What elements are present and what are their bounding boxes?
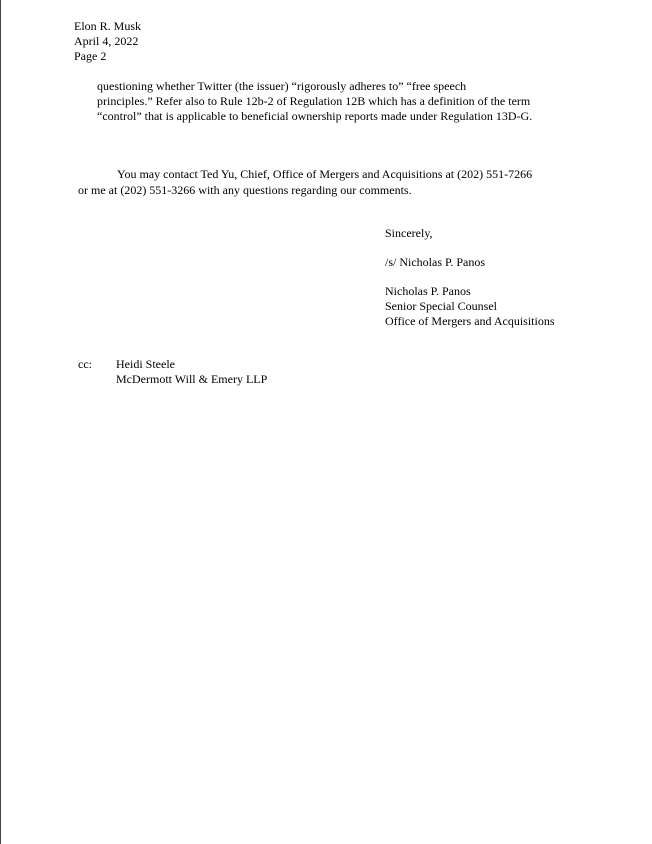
paragraph-line: “control” that is applicable to beneficial ownership reports made under Regulation 13D-G. bbox=[97, 109, 533, 123]
paragraph-line: You may contact Ted Yu, Chief, Office of Mergers and Acquisitions at (202) 551-7266 bbox=[117, 167, 533, 181]
paragraph-line: principles.” Refer also to Rule 12b-2 of Regulation 12B which has a definition of the term bbox=[97, 94, 531, 108]
page-left-border bbox=[0, 0, 1, 844]
closing-salutation: Sincerely, bbox=[385, 226, 433, 240]
signer-name: Nicholas P. Panos bbox=[385, 284, 471, 298]
letter-date: April 4, 2022 bbox=[74, 34, 139, 48]
signature-block bbox=[385, 284, 555, 329]
letter-header bbox=[74, 19, 141, 64]
paragraph-line: questioning whether Twitter (the issuer) “rigorously adheres to” “free speech bbox=[97, 79, 467, 93]
signer-title: Senior Special Counsel bbox=[385, 299, 497, 313]
signature-line: /s/ Nicholas P. Panos bbox=[385, 255, 486, 269]
contact-paragraph bbox=[78, 166, 532, 198]
cc-name: Heidi Steele bbox=[116, 357, 175, 371]
cc-label: cc: bbox=[78, 357, 92, 371]
paragraph-line: or me at (202) 551-3266 with any questions regarding our comments. bbox=[78, 183, 412, 197]
signer-office: Office of Mergers and Acquisitions bbox=[385, 314, 555, 328]
continued-comment-paragraph bbox=[97, 79, 532, 124]
page-number: Page 2 bbox=[74, 49, 107, 63]
cc-firm: McDermott Will & Emery LLP bbox=[116, 372, 268, 386]
recipient-name: Elon R. Musk bbox=[74, 19, 142, 33]
